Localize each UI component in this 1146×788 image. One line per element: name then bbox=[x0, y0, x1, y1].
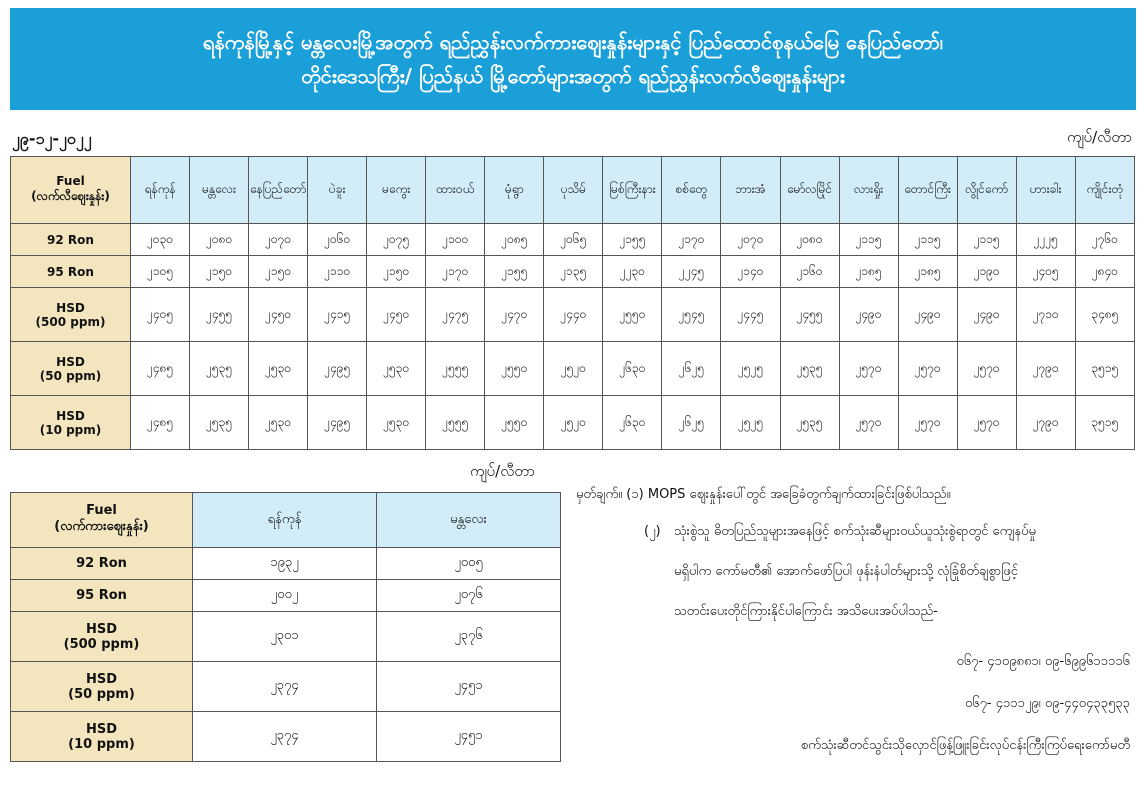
price-cell: ၂၁၉၀ bbox=[957, 256, 1016, 288]
retail-price-table bbox=[10, 156, 1135, 450]
price-cell: ၂၁၅၀ bbox=[249, 256, 308, 288]
price-cell: ၂၅၃၅ bbox=[190, 342, 249, 396]
wholesale-price-table bbox=[10, 492, 561, 762]
price-cell: ၂၇၉၀ bbox=[1016, 396, 1075, 450]
price-cell: ၂၄၇၀ bbox=[485, 288, 544, 342]
price-cell: ၂၄၄၀ bbox=[544, 288, 603, 342]
price-cell: ၂၄၅၀ bbox=[367, 288, 426, 342]
note-1-number: (၁) bbox=[626, 487, 644, 502]
price-cell: ၃၅၁၅ bbox=[1075, 342, 1134, 396]
price-cell: ၂၅၇၀ bbox=[839, 342, 898, 396]
price-cell: ၂၀၇၀ bbox=[721, 224, 780, 256]
price-cell: ၂၀၇၅ bbox=[367, 224, 426, 256]
price-cell: ၂၃၇၄ bbox=[193, 712, 377, 762]
fuel-type-cell bbox=[11, 396, 131, 450]
price-cell: ၂၅၇၀ bbox=[898, 342, 957, 396]
table-row bbox=[11, 288, 1135, 342]
price-cell: ၂၅၄၅ bbox=[662, 288, 721, 342]
note-1 bbox=[576, 486, 951, 505]
banner-title-line1: ရန်ကုန်မြို့နှင့် မန္တလေးမြို့အတွက် ရည်ညွှန်းလက်ကားဈေးနှုန်းများနှင့် ပြည်ထောင်စုနယ်မြေ နေပြည်တော်၊ bbox=[202, 30, 944, 54]
fuel-type-cell bbox=[11, 224, 131, 256]
wholesale-unit-label: ကျပ်/လီတာ bbox=[470, 462, 536, 480]
price-cell: ၂၄၈၅ bbox=[131, 396, 190, 450]
price-cell: ၂၁၃၅ bbox=[544, 256, 603, 288]
price-cell: ၂၄၅၁ bbox=[377, 712, 561, 762]
price-cell: ၂၁၀၅ bbox=[131, 256, 190, 288]
note-2-line2: မရှိပါက ကော်မတီ၏ အောက်ဖော်ပြပါ ဖုန်းနံပါတ်များသို့ လုံခြုံစိတ်ချစွာဖြင့် bbox=[674, 564, 1018, 579]
price-cell: ၂၀၈၀ bbox=[190, 224, 249, 256]
city-header: ပုသိမ် bbox=[544, 157, 603, 224]
price-cell: ၂၄၉၅ bbox=[308, 342, 367, 396]
price-cell: ၂၁၆၀ bbox=[780, 256, 839, 288]
table-row bbox=[11, 712, 561, 762]
fuel-name: HSD bbox=[56, 300, 85, 315]
table-row bbox=[11, 548, 561, 580]
price-cell: ၁၉၃၂ bbox=[193, 548, 377, 580]
price-cell: ၂၅၇၀ bbox=[898, 396, 957, 450]
price-cell: ၂၅၂၅ bbox=[721, 396, 780, 450]
fuel-grade: (10 ppm) bbox=[39, 422, 102, 437]
retail-unit-label: ကျပ်/လီတာ bbox=[1066, 128, 1132, 146]
price-cell: ၃၄၈၅ bbox=[1075, 288, 1134, 342]
fuel-grade: (50 ppm) bbox=[39, 368, 102, 383]
price-cell: ၂၅၃၅ bbox=[780, 396, 839, 450]
price-cell: ၂၁၄၀ bbox=[721, 256, 780, 288]
committee-name: စက်သုံးဆီတင်သွင်းသိုလှောင်ဖြန့်ဖြူးခြင်းလုပ်ငန်းကြီးကြပ်ရေးကော်မတီ bbox=[800, 738, 1130, 753]
price-cell: ၂၀၀၂ bbox=[193, 580, 377, 612]
price-cell: ၂၃၇၄ bbox=[193, 662, 377, 712]
city-header: လွိုင်ကော် bbox=[957, 157, 1016, 224]
price-cell: ၂၅၂၅ bbox=[721, 342, 780, 396]
phone-line-2: ၀၆၇- ၄၁၁၁၂၉၊ ၀၉-၄၄၀၄၃၃၅၃၃ bbox=[964, 696, 1130, 711]
fuel-grade: (10 ppm) bbox=[68, 736, 135, 752]
price-cell: ၂၁၅၀ bbox=[190, 256, 249, 288]
fuel-name: HSD bbox=[85, 621, 118, 637]
price-cell: ၂၁၁၅ bbox=[957, 224, 1016, 256]
banner-title-line2: တိုင်းဒေသကြီး/ ပြည်နယ် မြို့တော်များအတွက် ရည်ညွှန်းလက်လီဈေးနှုန်းများ bbox=[301, 64, 845, 88]
price-cell: ၂၅၃၀ bbox=[249, 396, 308, 450]
corner-fuel-label: Fuel bbox=[86, 503, 117, 518]
price-cell: ၂၅၂၀ bbox=[544, 342, 603, 396]
price-cell: ၂၀၈၅ bbox=[485, 224, 544, 256]
city-header: ပဲခူး bbox=[308, 157, 367, 224]
fuel-name: HSD bbox=[85, 671, 118, 687]
price-cell: ၃၅၁၅ bbox=[1075, 396, 1134, 450]
price-cell: ၂၅၃၀ bbox=[367, 396, 426, 450]
price-cell: ၂၅၅၅ bbox=[426, 396, 485, 450]
price-cell: ၂၀၇၆ bbox=[377, 580, 561, 612]
price-cell: ၂၆၃၀ bbox=[603, 342, 662, 396]
city-header: လားရှိုး bbox=[839, 157, 898, 224]
price-cell: ၂၁၁၀ bbox=[308, 256, 367, 288]
city-header: မန္တလေး bbox=[377, 493, 561, 548]
price-cell: ၂၁၅၀ bbox=[367, 256, 426, 288]
fuel-type-cell bbox=[11, 256, 131, 288]
price-cell: ၂၅၅၅ bbox=[426, 342, 485, 396]
price-cell: ၂၅၃၅ bbox=[780, 342, 839, 396]
wholesale-corner-cell bbox=[11, 493, 193, 548]
fuel-name: 95 Ron bbox=[47, 264, 94, 279]
price-cell: ၂၆၂၅ bbox=[662, 396, 721, 450]
table-row bbox=[11, 396, 1135, 450]
price-cell: ၂၀၈၀ bbox=[780, 224, 839, 256]
price-cell: ၂၇၁၀ bbox=[1016, 288, 1075, 342]
fuel-type-cell bbox=[11, 342, 131, 396]
fuel-type-cell bbox=[11, 548, 193, 580]
price-cell: ၂၄၅၀ bbox=[249, 288, 308, 342]
price-cell: ၂၅၅၀ bbox=[485, 342, 544, 396]
price-cell: ၂၀၆၅ bbox=[544, 224, 603, 256]
note-2-line1: သုံးစွဲသူ ဓိတပြည်သူများအနေဖြင့် စက်သုံးဆီများဝယ်ယူသုံးစွဲရာတွင် ကျေနပ်မှု bbox=[674, 524, 1036, 539]
price-cell: ၂၅၅၀ bbox=[485, 396, 544, 450]
price-cell: ၂၃၀၁ bbox=[193, 612, 377, 662]
table-row bbox=[11, 612, 561, 662]
price-cell: ၂၅၃၅ bbox=[190, 396, 249, 450]
city-header: ဟားခါး bbox=[1016, 157, 1075, 224]
price-cell: ၂၆၂၅ bbox=[662, 342, 721, 396]
note-1-text: MOPS ဈေးနှုန်းပေါ်တွင် အခြေခံတွက်ချက်ထားခြင်းဖြစ်ပါသည်။ bbox=[647, 487, 951, 502]
table-row bbox=[11, 342, 1135, 396]
city-header: မန္တလေး bbox=[190, 157, 249, 224]
city-header: မြစ်ကြီးနား bbox=[603, 157, 662, 224]
city-header: မော်လမြိုင် bbox=[780, 157, 839, 224]
price-cell: ၂၄၉၀ bbox=[898, 288, 957, 342]
price-cell: ၂၂၄၅ bbox=[662, 256, 721, 288]
price-cell: ၂၅၇၀ bbox=[957, 396, 1016, 450]
price-cell: ၂၀၃၀ bbox=[131, 224, 190, 256]
price-cell: ၂၀၇၀ bbox=[249, 224, 308, 256]
price-cell: ၂၄၇၅ bbox=[426, 288, 485, 342]
price-cell: ၂၄၅၅ bbox=[190, 288, 249, 342]
price-cell: ၂၃၇၆ bbox=[377, 612, 561, 662]
fuel-type-cell bbox=[11, 662, 193, 712]
price-cell: ၂၅၇၀ bbox=[839, 396, 898, 450]
fuel-name: HSD bbox=[56, 354, 85, 369]
price-cell: ၂၁၈၅ bbox=[898, 256, 957, 288]
price-cell: ၂၁၅၅ bbox=[485, 256, 544, 288]
price-cell: ၂၄၅၁ bbox=[377, 662, 561, 712]
price-cell: ၂၀၆၀ bbox=[308, 224, 367, 256]
price-cell: ၂၄၉၀ bbox=[839, 288, 898, 342]
price-cell: ၂၄၁၅ bbox=[308, 288, 367, 342]
price-cell: ၂၅၅၀ bbox=[603, 288, 662, 342]
corner-type-label: (လက်လီဈေးနှုန်း) bbox=[31, 189, 110, 203]
city-header: ကျိုင်းတုံ bbox=[1075, 157, 1134, 224]
phone-line-1: ၀၆၇- ၄၁၀၉၈၈၁၊ ၀၉-၆၉၉၆၁၁၁၁၆ bbox=[956, 654, 1130, 669]
fuel-type-cell bbox=[11, 712, 193, 762]
fuel-type-cell bbox=[11, 288, 131, 342]
price-cell: ၂၂၂၅ bbox=[1016, 224, 1075, 256]
wholesale-header-row bbox=[11, 493, 561, 548]
corner-fuel-label: Fuel bbox=[56, 174, 85, 188]
price-cell: ၂၄၉၀ bbox=[957, 288, 1016, 342]
price-cell: ၂၀၀၅ bbox=[377, 548, 561, 580]
fuel-name: 92 Ron bbox=[76, 556, 127, 571]
table-row bbox=[11, 256, 1135, 288]
price-cell: ၂၄၉၅ bbox=[308, 396, 367, 450]
fuel-name: 95 Ron bbox=[76, 588, 127, 603]
price-cell: ၂၁၇၀ bbox=[426, 256, 485, 288]
price-cell: ၂၄၈၅ bbox=[131, 342, 190, 396]
fuel-grade: (500 ppm) bbox=[35, 314, 106, 329]
date-label: ၂၉-၁၂-၂၀၂၂ bbox=[12, 129, 92, 148]
price-cell: ၂၇၉၀ bbox=[1016, 342, 1075, 396]
price-cell: ၂၅၃၀ bbox=[367, 342, 426, 396]
price-cell: ၂၂၃၀ bbox=[603, 256, 662, 288]
price-cell: ၂၁၁၅ bbox=[898, 224, 957, 256]
price-cell: ၂၁၇၀ bbox=[662, 224, 721, 256]
price-cell: ၂၁၅၅ bbox=[603, 224, 662, 256]
price-cell: ၂၅၇၀ bbox=[957, 342, 1016, 396]
city-header: ဘားအံ bbox=[721, 157, 780, 224]
price-cell: ၂၁၀၀ bbox=[426, 224, 485, 256]
price-cell: ၂၈၄၀ bbox=[1075, 256, 1134, 288]
retail-header-row bbox=[11, 157, 1135, 224]
table-row bbox=[11, 662, 561, 712]
fuel-type-cell bbox=[11, 612, 193, 662]
city-header: နေပြည်တော် bbox=[249, 157, 308, 224]
city-header: ထားဝယ် bbox=[426, 157, 485, 224]
fuel-name: 92 Ron bbox=[47, 232, 94, 247]
fuel-grade: (500 ppm) bbox=[63, 636, 140, 652]
fuel-type-cell bbox=[11, 580, 193, 612]
price-cell: ၂၄၄၅ bbox=[721, 288, 780, 342]
table-row bbox=[11, 580, 561, 612]
city-header: မုံရွာ bbox=[485, 157, 544, 224]
price-cell: ၂၆၃၀ bbox=[603, 396, 662, 450]
note-2-number: (၂) bbox=[644, 524, 661, 539]
price-cell: ၂၄၀၅ bbox=[131, 288, 190, 342]
price-cell: ၂၇၆၀ bbox=[1075, 224, 1134, 256]
fuel-grade: (50 ppm) bbox=[68, 686, 135, 702]
price-cell: ၂၁၁၅ bbox=[839, 224, 898, 256]
price-cell: ၂၄၀၅ bbox=[1016, 256, 1075, 288]
price-cell: ၂၅၃၀ bbox=[249, 342, 308, 396]
notes-label: မှတ်ချက်။ bbox=[576, 487, 623, 502]
city-header: မကွေး bbox=[367, 157, 426, 224]
city-header: ရန်ကုန် bbox=[131, 157, 190, 224]
fuel-name: HSD bbox=[56, 408, 85, 423]
price-cell: ၂၁၈၅ bbox=[839, 256, 898, 288]
corner-type-label: (လက်ကားဈေးနှုန်း) bbox=[54, 519, 149, 534]
note-2-line3: သတင်းပေးတိုင်ကြားနိုင်ပါကြောင်း အသိပေးအပ်ပါသည်- bbox=[674, 604, 938, 619]
city-header: တောင်ကြီး bbox=[898, 157, 957, 224]
retail-corner-cell bbox=[11, 157, 131, 224]
price-cell: ၂၅၂၀ bbox=[544, 396, 603, 450]
price-cell: ၂၄၅၅ bbox=[780, 288, 839, 342]
fuel-name: HSD bbox=[85, 721, 118, 737]
city-header: ရန်ကုန် bbox=[193, 493, 377, 548]
header-banner bbox=[10, 8, 1136, 110]
city-header: စစ်တွေ bbox=[662, 157, 721, 224]
table-row bbox=[11, 224, 1135, 256]
